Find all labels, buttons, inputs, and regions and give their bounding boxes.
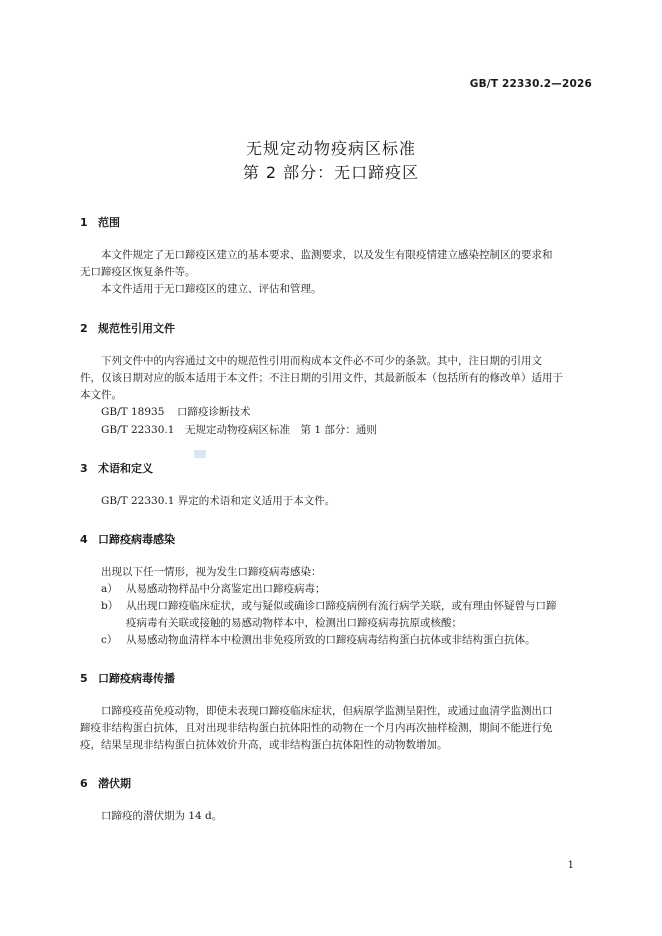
reference-code: GB/T 18935 — [101, 406, 165, 418]
section-6-heading — [80, 775, 131, 791]
section-1-para-2 — [80, 281, 590, 298]
document-title-line1: 无规定动物疫病区标准 — [245, 139, 416, 158]
section-1-heading — [80, 214, 120, 230]
para-line: 无口蹄疫区恢复条件等。 — [80, 266, 196, 278]
section-number: 4 — [80, 533, 88, 546]
section-title: 范围 — [98, 216, 120, 229]
section-4-intro — [80, 564, 590, 581]
standard-code: GB/T 22330.2—2026 — [469, 78, 592, 90]
section-number: 6 — [80, 777, 88, 790]
section-4-heading — [80, 531, 175, 547]
section-2-para-1 — [80, 353, 590, 404]
list-text: 疫病毒有关联或接触的易感动物样本中，检测出口蹄疫病毒抗原或核酸； — [126, 617, 462, 629]
para-line: 蹄疫非结构蛋白抗体，且对出现非结构蛋白抗体阳性的动物在一个月内再次抽样检测，期间不能进行免 — [80, 722, 553, 734]
reference-title: 口蹄疫诊断技术 — [177, 406, 251, 418]
para-line: 本文件适用于无口蹄疫区的建立、评估和管理。 — [101, 283, 322, 295]
section-1-para-1 — [80, 247, 590, 281]
para-line: 口蹄疫的潜伏期为 14 d。 — [101, 810, 223, 822]
list-label: a） — [101, 583, 118, 595]
watermark-stamp — [194, 450, 206, 458]
section-number: 2 — [80, 322, 88, 335]
section-6-para-1 — [80, 808, 590, 825]
section-number: 3 — [80, 462, 88, 475]
para-line: 出现以下任一情形，视为发生口蹄疫病毒感染： — [101, 566, 322, 578]
section-number: 5 — [80, 672, 88, 685]
para-line: 下列文件中的内容通过文中的规范性引用而构成本文件必不可少的条款。其中，注日期的引用文 — [101, 355, 542, 367]
reference-code: GB/T 22330.1 — [101, 424, 175, 436]
section-2-heading — [80, 320, 175, 336]
page-number: 1 — [567, 860, 574, 871]
para-line: 本文件。 — [80, 389, 122, 401]
section-title: 口蹄疫病毒感染 — [98, 533, 175, 546]
section-5-heading — [80, 670, 175, 686]
para-line: GB/T 22330.1 界定的术语和定义适用于本文件。 — [101, 495, 336, 507]
para-line: 件，仅该日期对应的版本适用于本文件；不注日期的引用文件，其最新版本（包括所有的修改单）适用于 — [80, 372, 563, 384]
section-title: 口蹄疫病毒传播 — [98, 672, 175, 685]
section-title: 潜伏期 — [98, 777, 131, 790]
para-line: 本文件规定了无口蹄疫区建立的基本要求、监测要求，以及发生有限疫情建立感染控制区的要求和 — [101, 249, 553, 261]
list-text: 从易感动物样品中分离鉴定出口蹄疫病毒； — [126, 583, 326, 595]
list-label: c） — [101, 634, 118, 646]
list-text: 从出现口蹄疫临床症状，或与疑似或确诊口蹄疫病例有流行病学关联，或有理由怀疑曾与口蹄 — [126, 600, 557, 612]
list-text: 从易感动物血清样本中检测出非免疫所致的口蹄疫病毒结构蛋白抗体或非结构蛋白抗体。 — [126, 634, 536, 646]
section-3-heading — [80, 460, 153, 476]
normative-reference — [101, 404, 251, 421]
para-line: 口蹄疫疫苗免疫动物，即使未表现口蹄疫临床症状，但病原学监测呈阳性，或通过血清学监测出口 — [101, 705, 553, 717]
section-title: 规范性引用文件 — [98, 322, 175, 335]
section-number: 1 — [80, 216, 88, 229]
list-label: b） — [101, 600, 119, 612]
document-title-line2: 第 2 部分：无口蹄疫区 — [242, 163, 420, 182]
normative-reference — [101, 422, 377, 439]
reference-title: 无规定动物疫病区标准 第 1 部分：通则 — [185, 424, 377, 436]
section-5-para-1 — [80, 703, 590, 754]
para-line: 疫，结果呈现非结构蛋白抗体效价升高，或非结构蛋白抗体阳性的动物数增加。 — [80, 739, 448, 751]
section-3-para-1 — [80, 493, 590, 510]
section-title: 术语和定义 — [98, 462, 153, 475]
